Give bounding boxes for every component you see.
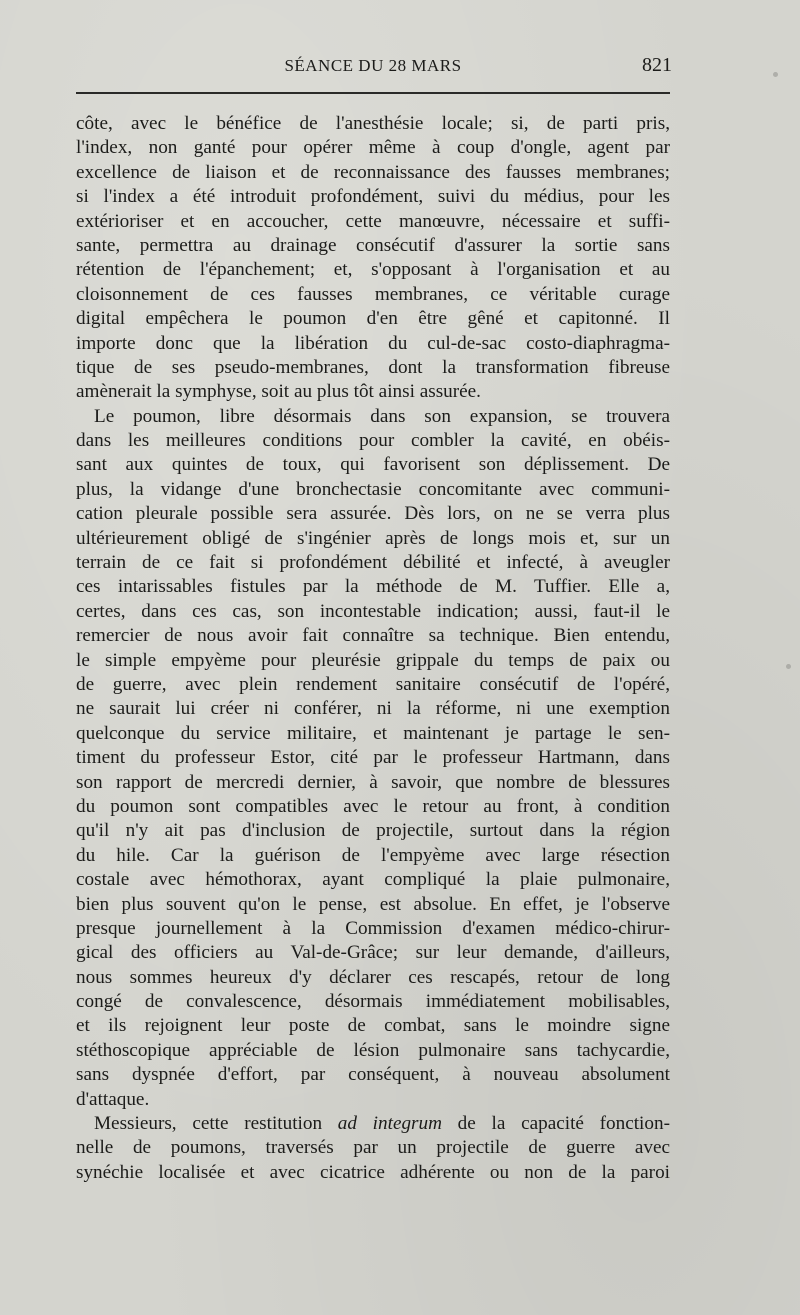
text-line: certes, dans ces cas, son incontestable indication; aussi, faut-il le bbox=[76, 600, 670, 622]
text-line: d'attaque. bbox=[76, 1088, 150, 1110]
text-line: l'index, non ganté pour opérer même à coup d'ongle, agent par bbox=[76, 137, 670, 159]
text-line: costale avec hémothorax, ayant compliqué la plaie pulmonaire, bbox=[76, 869, 670, 891]
text-line: ultérieurement obligé de s'ingénier après de longs mois et, sur un bbox=[76, 527, 670, 549]
text-line: nelle de poumons, traversés par un projectile de guerre avec bbox=[76, 1137, 670, 1159]
text-line: du hile. Car la guérison de l'empyème avec large résection bbox=[76, 844, 670, 866]
text-line: amènerait la symphyse, soit au plus tôt ainsi assurée. bbox=[76, 381, 481, 403]
text-line: remercier de nous avoir fait connaître sa technique. Bien entendu, bbox=[76, 625, 670, 647]
text-line: le simple empyème pour pleurésie grippale du temps de paix ou bbox=[76, 649, 670, 671]
text-line: digital empêchera le poumon d'en être gêné et capitonné. Il bbox=[76, 308, 670, 330]
paper-speck bbox=[786, 664, 791, 669]
text-line: Le poumon, libre désormais dans son expansion, se trouvera bbox=[94, 405, 670, 427]
text-line: sant aux quintes de toux, qui favorisent son déplissement. De bbox=[76, 454, 670, 476]
text-line: du poumon sont compatibles avec le retour au front, à condition bbox=[76, 795, 670, 817]
text-line: de guerre, avec plein rendement sanitaire consécutif de l'opéré, bbox=[76, 673, 670, 695]
text-line: excellence de liaison et de reconnaissance des fausses membranes; bbox=[76, 161, 670, 183]
text-line: cloisonnement de ces fausses membranes, ce véritable curage bbox=[76, 283, 670, 305]
paper-speck bbox=[773, 72, 778, 77]
text-span: de la capacité fonction- bbox=[441, 1113, 670, 1135]
text-line: terrain de ce fait si profondément débilité et infecté, à aveugler bbox=[76, 552, 670, 574]
text-line: sante, permettra au drainage consécutif d'assurer la sortie sans bbox=[76, 234, 670, 256]
text-line: stéthoscopique appréciable de lésion pulmonaire sans tachycardie, bbox=[76, 1039, 670, 1061]
text-line: nous sommes heureux d'y déclarer ces rescapés, retour de long bbox=[76, 966, 670, 988]
running-head bbox=[76, 52, 670, 82]
body-text bbox=[76, 112, 670, 1185]
text-line: extérioriser et en accoucher, cette manœuvre, nécessaire et suffi- bbox=[76, 210, 670, 232]
text-line: importe donc que la libération du cul-de-sac costo-diaphragma- bbox=[76, 332, 670, 354]
text-line: ces intarissables fistules par la méthode de M. Tuffier. Elle a, bbox=[76, 576, 670, 598]
text-line: son rapport de mercredi dernier, à savoir, que nombre de blessures bbox=[76, 771, 670, 793]
header-rule bbox=[76, 92, 670, 94]
text-line: ne saurait lui créer ni conférer, ni la réforme, ni une exemption bbox=[76, 698, 670, 720]
italic-phrase: ad integrum bbox=[337, 1113, 442, 1135]
text-line: timent du professeur Estor, cité par le professeur Hartmann, dans bbox=[76, 747, 670, 769]
text-line: gical des officiers au Val-de-Grâce; sur leur demande, d'ailleurs, bbox=[76, 942, 670, 964]
text-line: dans les meilleures conditions pour combler la cavité, en obéis- bbox=[76, 430, 670, 452]
text-line: qu'il n'y ait pas d'inclusion de projectile, surtout dans la région bbox=[76, 820, 670, 842]
text-line: congé de convalescence, désormais immédiatement mobilisables, bbox=[76, 991, 670, 1013]
text-line: rétention de l'épanchement; et, s'opposant à l'organisation et au bbox=[76, 259, 670, 281]
text-line: et ils rejoignent leur poste de combat, sans le moindre signe bbox=[76, 1015, 670, 1037]
text-line bbox=[76, 1112, 670, 1136]
page-number: 821 bbox=[642, 54, 672, 76]
text-line: cation pleurale possible sera assurée. Dès lors, on ne se verra plus bbox=[76, 503, 670, 525]
text-span: Messieurs, cette restitution bbox=[94, 1113, 338, 1135]
text-line: sans dyspnée d'effort, par conséquent, à nouveau absolument bbox=[76, 1064, 670, 1086]
text-line: côte, avec le bénéfice de l'anesthésie locale; si, de parti pris, bbox=[76, 113, 670, 134]
text-line: tique de ses pseudo-membranes, dont la transformation fibreuse bbox=[76, 356, 670, 378]
text-line: synéchie localisée et avec cicatrice adhérente ou non de la paroi bbox=[76, 1161, 670, 1183]
text-line: plus, la vidange d'une bronchectasie concomitante avec communi- bbox=[76, 478, 670, 500]
text-line: quelconque du service militaire, et maintenant je partage le sen- bbox=[76, 722, 670, 744]
text-line: bien plus souvent qu'on le pense, est absolue. En effet, je l'observe bbox=[76, 893, 670, 915]
text-line: presque journellement à la Commission d'examen médico-chirur- bbox=[76, 917, 670, 939]
running-title: SÉANCE DU 28 MARS bbox=[284, 56, 462, 75]
text-line: si l'index a été introduit profondément, suivi du médius, pour les bbox=[76, 186, 670, 208]
